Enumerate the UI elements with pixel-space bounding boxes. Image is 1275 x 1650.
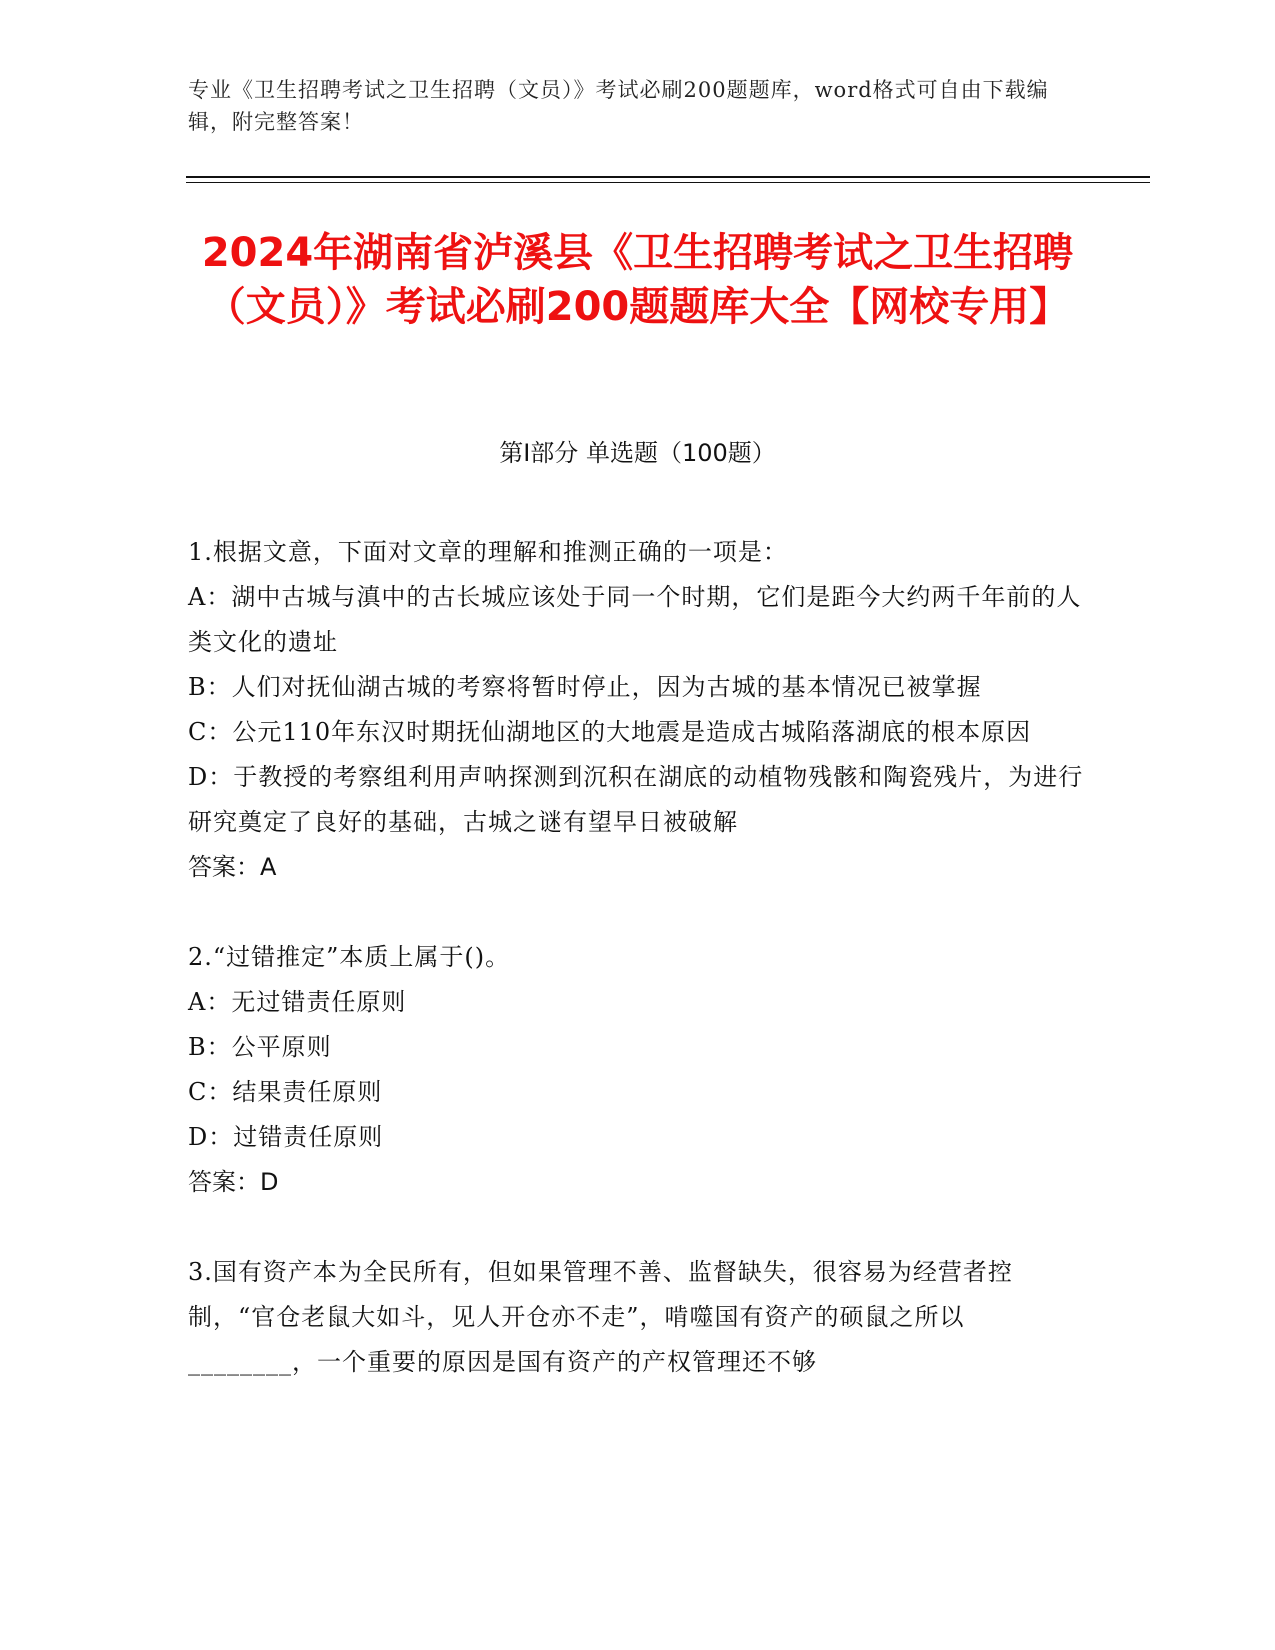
option-b: B：公平原则 bbox=[188, 1033, 332, 1061]
section-heading: 第I部分 单选题（100题） bbox=[499, 439, 776, 467]
question-list bbox=[188, 530, 1088, 1430]
option-c: C：结果责任原则 bbox=[188, 1078, 383, 1106]
question-stem: 1.根据文意，下面对文章的理解和推测正确的一项是： bbox=[188, 538, 788, 566]
header-divider-thin bbox=[186, 182, 1150, 183]
document-title: 2024年湖南省泸溪县《卫生招聘考试之卫生招聘（文员）》考试必刷200题题库大全【网校专用】 bbox=[201, 230, 1074, 330]
option-b: B：人们对抚仙湖古城的考察将暂时停止，因为古城的基本情况已被掌握 bbox=[188, 673, 982, 701]
option-a: A：无过错责任原则 bbox=[188, 988, 407, 1016]
question-1 bbox=[188, 530, 1088, 890]
answer: 答案：D bbox=[188, 1168, 279, 1196]
question-stem: 3.国有资产本为全民所有，但如果管理不善、监督缺失，很容易为经营者控制，“官仓老鼠大如斗，见人开仓亦不走”，啃噬国有资产的硕鼠之所以________，一个重要的原因是国有资产的产权管理还不够 bbox=[188, 1258, 1013, 1376]
question-3 bbox=[188, 1250, 1088, 1385]
option-c: C：公元110年东汉时期抚仙湖地区的大地震是造成古城陷落湖底的根本原因 bbox=[188, 718, 1032, 746]
option-a: A：湖中古城与滇中的古长城应该处于同一个时期，它们是距今大约两千年前的人类文化的遗址 bbox=[188, 583, 1082, 656]
option-d: D：过错责任原则 bbox=[188, 1123, 384, 1151]
question-stem: 2.“过错推定”本质上属于()。 bbox=[188, 943, 511, 971]
option-d: D：于教授的考察组利用声呐探测到沉积在湖底的动植物残骸和陶瓷残片，为进行研究奠定了良好的基础，古城之谜有望早日被破解 bbox=[188, 763, 1084, 836]
answer: 答案：A bbox=[188, 853, 277, 881]
header-divider-thick bbox=[186, 176, 1150, 178]
question-2 bbox=[188, 935, 1088, 1205]
header-note: 专业《卫生招聘考试之卫生招聘（文员）》考试必刷200题题库，word格式可自由下载编辑，附完整答案！ bbox=[188, 78, 1049, 134]
